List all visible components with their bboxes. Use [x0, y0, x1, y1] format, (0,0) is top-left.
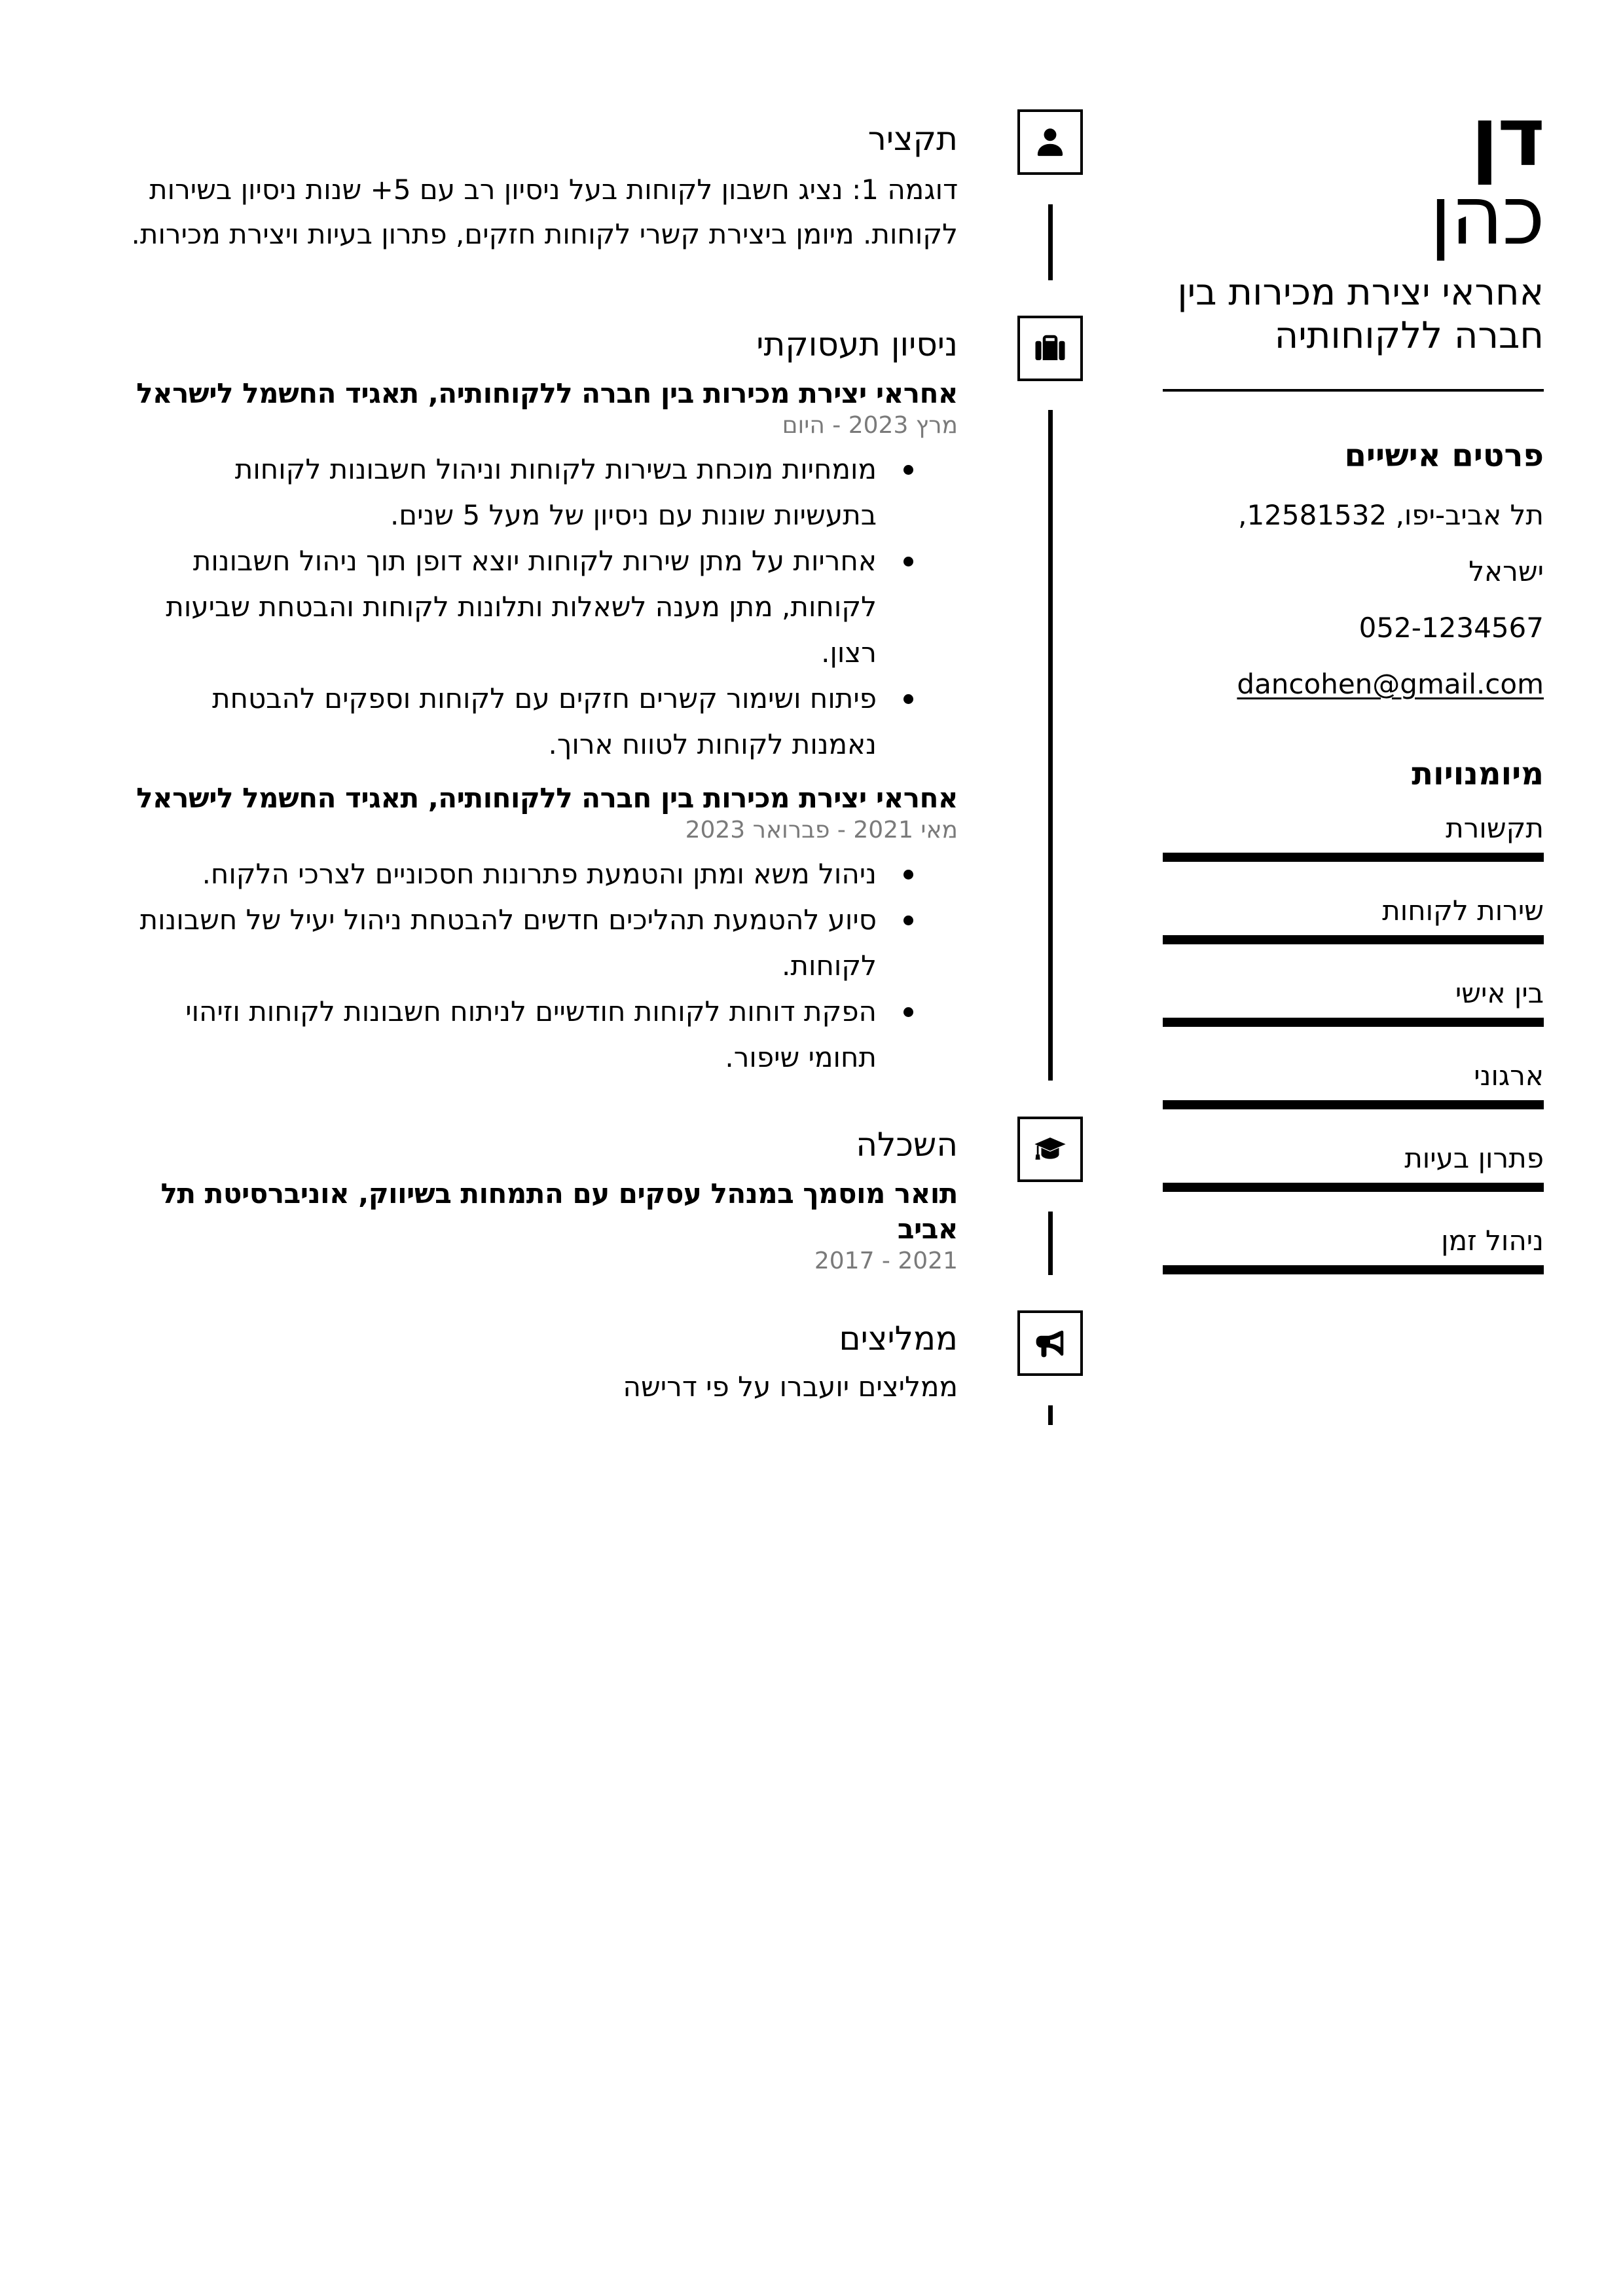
last-name: כהן: [1429, 169, 1544, 263]
skill-item: [1163, 1221, 1544, 1274]
experience-section: [131, 324, 958, 1081]
job-bullet: פיתוח ושימור קשרים חזקים עם לקוחות וספקים להבטחת נאמנות לקוחות לטווח ארוך.: [131, 676, 877, 768]
user-icon: [1032, 124, 1068, 160]
skill-label: ניהול זמן: [1441, 1225, 1544, 1257]
job-dates: מאי 2021 - פברואר 2023: [685, 817, 958, 843]
personal-details-heading: פרטים אישיים: [1344, 437, 1544, 474]
skills-section: [1163, 754, 1544, 1274]
skill-label: פתרון בעיות: [1404, 1142, 1544, 1174]
personal-details-section: [1163, 436, 1544, 713]
timeline-line: [1048, 1212, 1053, 1275]
briefcase-icon: [1032, 331, 1068, 366]
timeline-line: [1048, 1405, 1053, 1425]
skill-level-bar: [1163, 1265, 1544, 1274]
degree-heading: תואר מוסמך במנהל עסקים עם התמחות בשיווק, אוניברסיטת תל אביב: [160, 1177, 958, 1245]
email-row: [1163, 656, 1544, 713]
job-entry: [131, 781, 958, 1081]
summary-section: [131, 118, 958, 257]
experience-icon-box: [1017, 316, 1083, 381]
job-bullet: מומחיות מוכחת בשירות לקוחות וניהול חשבונות לקוחות בתעשיות שונות עם ניסיון של מעל 5 שנים.: [131, 447, 877, 538]
job-bullet: ניהול משא ומתן והטמעת פתרונות חסכוניים לצרכי הלקוח.: [131, 851, 877, 897]
education-title: השכלה: [856, 1126, 958, 1164]
header-divider: [1163, 389, 1544, 392]
education-icon-box: [1017, 1117, 1083, 1182]
address: תל אביב-יפו, 12581532, ישראל: [1238, 499, 1544, 587]
job-bullet: אחריות על מתן שירות לקוחות יוצא דופן תוך ניהול חשבונות לקוחות, מתן מענה לשאלות ותלונות לקוחות והבטחת שביעות רצון.: [131, 538, 877, 676]
skill-level-bar: [1163, 935, 1544, 944]
job-heading: אחראי יצירת מכירות בין חברה ללקוחותיה, תאגיד החשמל לישראל: [136, 782, 958, 814]
first-name: דן: [1470, 90, 1544, 185]
timeline-line: [1048, 204, 1053, 280]
job-bullets: [131, 447, 958, 768]
education-section: [131, 1124, 958, 1276]
skill-item: [1163, 973, 1544, 1027]
job-entry: [131, 376, 958, 768]
skill-level-bar: [1163, 1018, 1544, 1027]
job-bullet: הפקת דוחות לקוחות חודשיים לניתוח חשבונות לקוחות וזיהוי תחומי שיפור.: [131, 989, 877, 1081]
summary-icon-box: [1017, 109, 1083, 175]
sidebar: [1163, 90, 1544, 1303]
education-entry: [131, 1176, 958, 1276]
timeline-line: [1048, 410, 1053, 1081]
megaphone-icon: [1032, 1325, 1068, 1361]
graduation-cap-icon: [1032, 1132, 1068, 1167]
skill-label: ארגוני: [1474, 1060, 1544, 1092]
summary-title: תקציר: [867, 120, 958, 158]
skill-label: בין אישי: [1455, 977, 1544, 1009]
skill-item: [1163, 891, 1544, 944]
skill-item: [1163, 808, 1544, 862]
references-title: ממליצים: [839, 1320, 958, 1358]
skill-item: [1163, 1056, 1544, 1109]
skill-level-bar: [1163, 1183, 1544, 1192]
summary-text: דוגמה 1: נציג חשבון לקוחות בעל ניסיון רב עם 5+ שנות ניסיון בשירות לקוחות. מיומן ביצירת קשרי לקוחות חזקים, פתרון בעיות ויצירת מכירות.: [131, 174, 958, 250]
skill-label: שירות לקוחות: [1382, 895, 1544, 927]
references-icon-box: [1017, 1310, 1083, 1376]
education-dates: 2017 - 2021: [814, 1248, 958, 1274]
skill-item: [1163, 1138, 1544, 1192]
skill-label: תקשורת: [1446, 812, 1544, 844]
job-bullet: סיוע להטמעת תהליכים חדשים להבטחת ניהול יעיל של חשבונות לקוחות.: [131, 897, 877, 989]
experience-title: ניסיון תעסוקתי: [756, 325, 958, 363]
references-text: ממליצים יועברו על פי דרישה: [623, 1371, 958, 1403]
skill-level-bar: [1163, 1100, 1544, 1109]
phone: 052-1234567: [1359, 612, 1544, 644]
skill-level-bar: [1163, 853, 1544, 862]
candidate-name: [1163, 90, 1544, 263]
job-dates: מרץ 2023 - היום: [782, 412, 958, 439]
job-title: אחראי יצירת מכירות בין חברה ללקוחותיה: [1177, 271, 1544, 357]
references-section: [131, 1318, 958, 1409]
skills-heading: מיומנויות: [1412, 756, 1544, 792]
job-heading: אחראי יצירת מכירות בין חברה ללקוחותיה, תאגיד החשמל לישראל: [136, 377, 958, 409]
job-bullets: [131, 851, 958, 1081]
email-link[interactable]: dancohen@gmail.com: [1237, 668, 1544, 700]
